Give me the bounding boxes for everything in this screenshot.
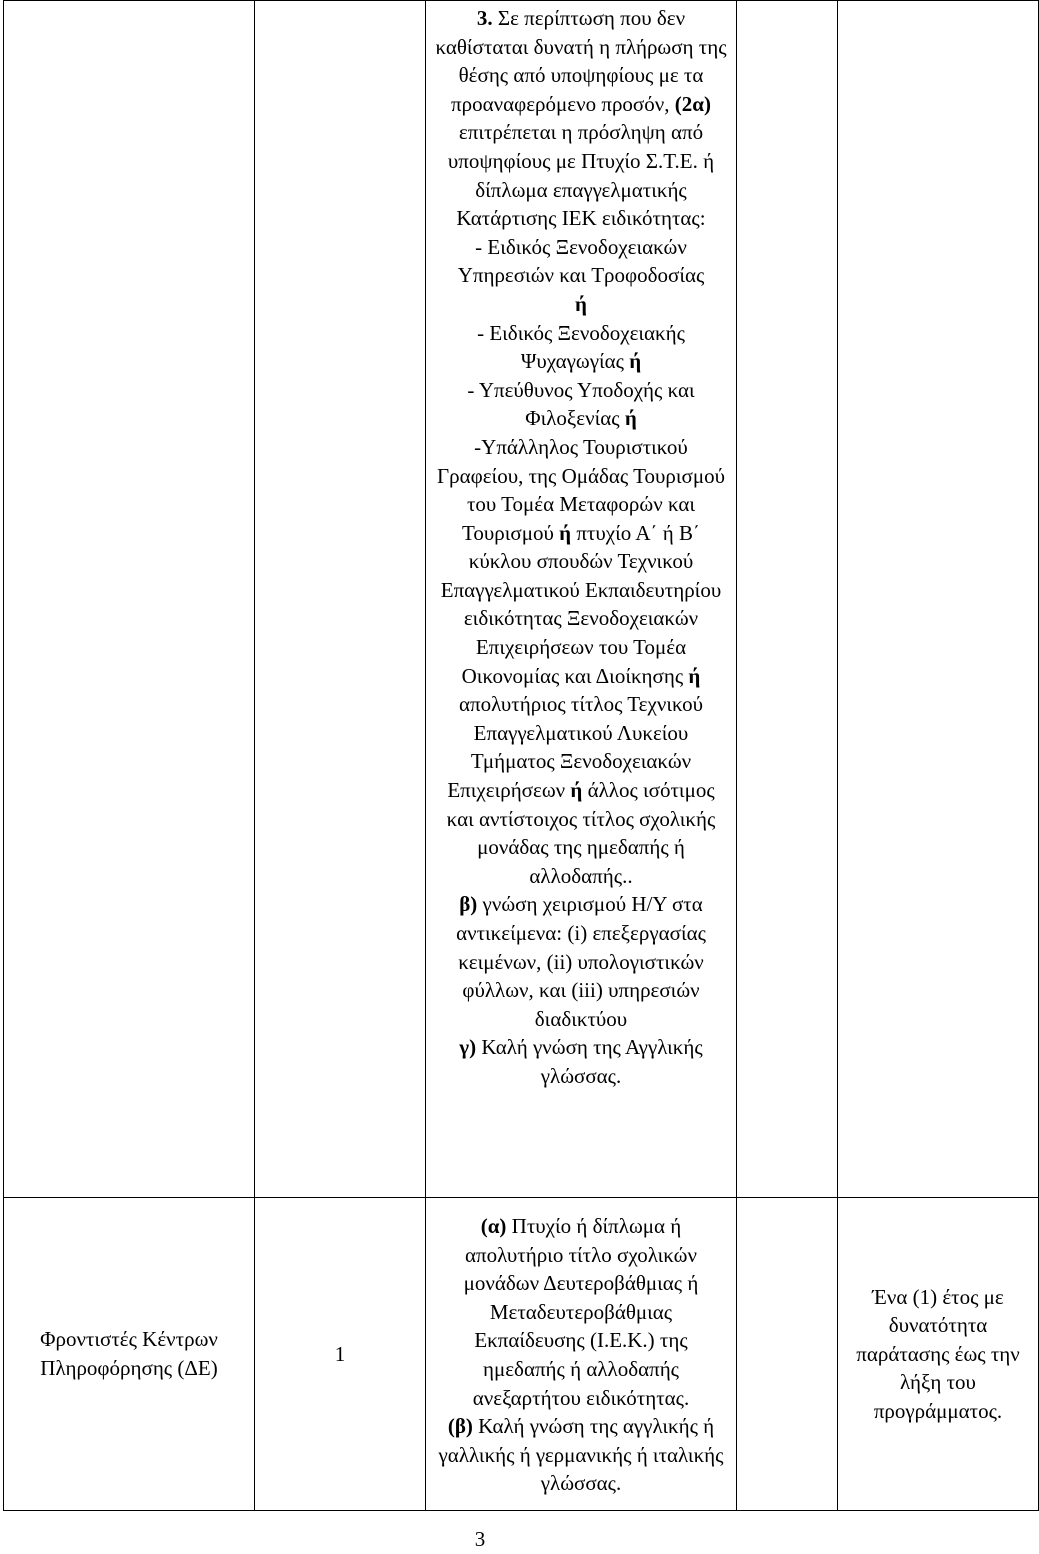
table-row bbox=[4, 1198, 1039, 1511]
req-paragraph: (α) Πτυχίο ή δίπλωμα ή απολυτήριο τίτλο σχολικών μονάδων Δευτεροβάθμιας ή Μεταδευτεροβάθμιας Εκπαίδευσης (Ι.Ε.Κ.) της ημεδαπής ή αλλοδαπής ανεξαρτήτου ειδικότητας. bbox=[463, 1214, 699, 1410]
position-cell bbox=[4, 1, 255, 1198]
req-paragraph: - Ειδικός Ξενοδοχειακής Ψυχαγωγίας ή bbox=[477, 320, 685, 374]
positions-table bbox=[3, 0, 1039, 1511]
req-paragraph: ή bbox=[575, 291, 587, 316]
position-cell bbox=[4, 1198, 255, 1511]
position-title: Φροντιστές Κέντρων Πληροφόρησης (ΔΕ) bbox=[40, 1327, 218, 1380]
duration-cell bbox=[838, 1, 1039, 1198]
requirements-text bbox=[426, 1, 736, 1091]
count-cell bbox=[255, 1, 426, 1198]
count-cell bbox=[255, 1198, 426, 1511]
requirements-cell bbox=[426, 1198, 737, 1511]
req-paragraph: β) γνώση χειρισμού Η/Υ στα αντικείμενα: (i) επεξεργασίας κειμένων, (ii) υπολογιστικών φύλλων, και (iii) υπηρεσιών διαδικτύου bbox=[456, 892, 706, 1031]
position-count: 1 bbox=[334, 1341, 346, 1366]
req-paragraph: γ) Καλή γνώση της Αγγλικής γλώσσας. bbox=[459, 1035, 703, 1088]
contract-duration: Ένα (1) έτος με δυνατότητα παράτασης έως την λήξη του προγράμματος. bbox=[856, 1284, 1020, 1423]
req-paragraph: - Ειδικός Ξενοδοχειακών Υπηρεσιών και Τροφοδοσίας bbox=[457, 234, 705, 288]
req-paragraph: -Υπάλληλος Τουριστικού Γραφείου, της Ομάδας Τουρισμού του Τομέα Μεταφορών και Τουρισμού ή πτυχίο Α΄ ή Β΄ κύκλου σπουδών Τεχνικού Επαγγελματικού Εκπαιδευτηρίου ειδικότητας Ξενοδοχειακών Επιχειρήσεων του Τομέα Οικονομίας και Διοίκησης ή απολυτήριος τίτλος Τεχνικού Επαγγελματικού Λυκείου Τμήματος Ξενοδοχειακών Επιχειρήσεων ή άλλος ισότιμος και αντίστοιχος τίτλος σχολικής μονάδας της ημεδαπής ή αλλοδαπής.. bbox=[437, 434, 725, 888]
requirements-text bbox=[426, 1210, 736, 1498]
requirements-cell bbox=[426, 1, 737, 1198]
req-paragraph: 3. Σε περίπτωση που δεν καθίσταται δυνατή η πλήρωση της θέσης από υποψηφίους με τα προαναφερόμενο προσόν, (2α) επιτρέπεται η πρόσληψη από υποψηφίους με Πτυχίο Σ.Τ.Ε. ή δίπλωμα επαγγελματικής Κατάρτισης ΙΕΚ ειδικότητας: bbox=[435, 6, 727, 231]
page-number: 3 bbox=[474, 1527, 486, 1551]
req-paragraph: - Υπεύθυνος Υποδοχής και Φιλοξενίας ή bbox=[467, 377, 695, 431]
table-row bbox=[4, 1, 1039, 1198]
empty-cell bbox=[737, 1198, 838, 1511]
duration-cell bbox=[838, 1198, 1039, 1511]
req-paragraph: (β) Καλή γνώση της αγγλικής ή γαλλικής ή γερμανικής ή ιταλικής γλώσσας. bbox=[438, 1414, 724, 1496]
empty-cell bbox=[737, 1, 838, 1198]
